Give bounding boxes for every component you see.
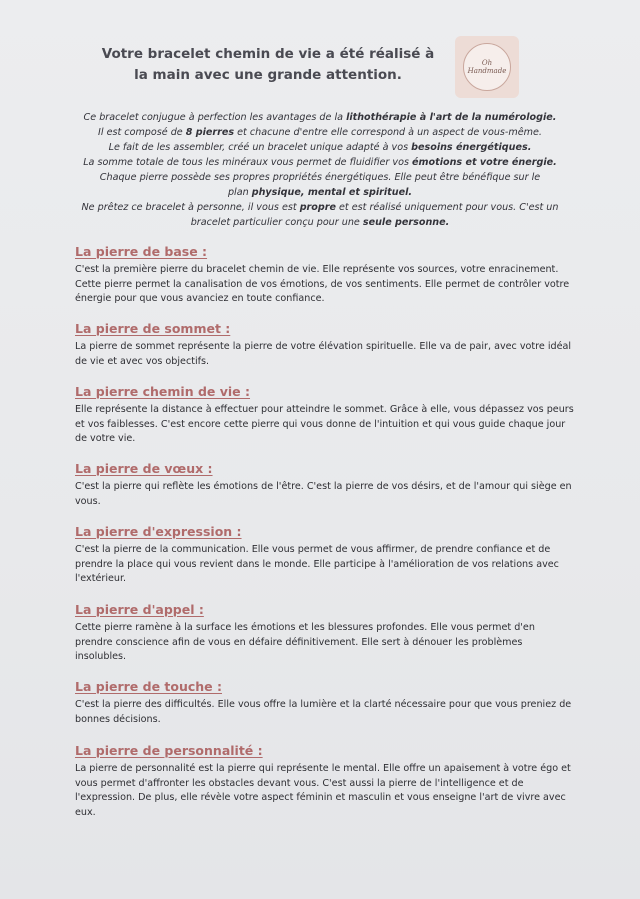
intro-line [70, 140, 570, 155]
logo-seal: Oh Handmade [463, 43, 511, 91]
section-pierre-de-base [75, 245, 575, 307]
section-pierre-de-personnalite [75, 744, 575, 820]
intro-text: Ne prêtez ce bracelet à personne, il vous est [81, 202, 300, 213]
intro-text: Le fait de les assembler, créé un bracelet unique adapté à vos [108, 142, 412, 153]
section-heading: La pierre de sommet : [75, 321, 231, 336]
intro-emphasis: propre [299, 202, 336, 213]
intro-line [70, 170, 570, 185]
section-text: C'est la pierre des difficultés. Elle vous offre la lumière et la clarté nécessaire pour que vous preniez de bonnes décisions. [75, 699, 572, 725]
intro-text: Ce bracelet conjugue à perfection les avantages de la [83, 112, 347, 123]
intro-line [70, 110, 570, 125]
section-text: La pierre de personnalité est la pierre qui représente le mental. Elle offre un apaisement à votre égo et vous permet d'affronter les obstacles devant vous. C'est aussi la pierre de l'intelligence et de l'expression. De plus, elle révèle votre aspect féminin et masculin et vous enseigne l'art de vivre avec eux. [75, 763, 571, 818]
intro-line [70, 125, 570, 140]
intro-line [70, 200, 570, 215]
section-heading: La pierre chemin de vie : [75, 384, 251, 399]
section-pierre-de-sommet [75, 322, 575, 369]
intro-text: La somme totale de tous les minéraux vous permet de fluidifier vos [83, 157, 413, 168]
section-pierre-chemin-de-vie [75, 385, 575, 447]
intro-text: et est réalisé uniquement pour vous. C'est un [335, 202, 559, 213]
section-pierre-d-expression [75, 525, 575, 587]
handmade-logo-icon [455, 36, 519, 98]
section-text: C'est la pierre qui reflète les émotions de l'être. C'est la pierre de vos désirs, et de l'amour qui siège en vous. [75, 481, 572, 507]
section-text: C'est la première pierre du bracelet chemin de vie. Elle représente vos sources, votre enracinement. Cette pierre permet la canalisation de vos émotions, de vos sentiments. Elle permet de contrôler votre énergie pour que vous avanciez en toute confiance. [75, 264, 570, 304]
section-heading: La pierre d'appel : [75, 602, 204, 617]
section-text: La pierre de sommet représente la pierre de votre élévation spirituelle. Elle va de pair, avec votre idéal de vie et avec vos objectifs. [75, 341, 572, 367]
section-pierre-d-appel [75, 603, 575, 665]
section-heading: La pierre de personnalité : [75, 743, 263, 758]
intro-paragraph [70, 110, 570, 230]
section-pierre-de-voeux [75, 462, 575, 509]
section-heading: La pierre d'expression : [75, 524, 242, 539]
intro-emphasis: besoins énergétiques. [411, 142, 532, 153]
section-pierre-de-touche [75, 680, 575, 727]
intro-emphasis: 8 pierres [185, 127, 235, 138]
intro-text: Chaque pierre possède ses propres propriétés énergétiques. Elle peut être bénéfique sur le [99, 172, 541, 183]
section-heading: La pierre de vœux : [75, 461, 213, 476]
intro-emphasis: seule personne. [362, 217, 450, 228]
section-text: Elle représente la distance à effectuer pour atteindre le sommet. Grâce à elle, vous dépassez vos peurs et vos faiblesses. C'est encore cette pierre qui vous donne de l'intuition et qui vous guide chaque jour de votre vie. [75, 404, 574, 444]
intro-text: Il est composé de [98, 127, 186, 138]
intro-emphasis: émotions et votre énergie. [412, 157, 557, 168]
section-heading: La pierre de base : [75, 244, 208, 259]
page-title: Votre bracelet chemin de vie a été réalisé à la main avec une grande attention. [101, 46, 435, 83]
intro-line [70, 155, 570, 170]
intro-text: plan [227, 187, 252, 198]
section-text: Cette pierre ramène à la surface les émotions et les blessures profondes. Elle vous permet d'en prendre conscience afin de vous en défaire définitivement. Elle sert à dénouer les problèmes insolubles. [75, 622, 535, 662]
intro-line [70, 215, 570, 230]
section-text: C'est la pierre de la communication. Elle vous permet de vous affirmer, de prendre confiance et de prendre la place qui vous revient dans le monde. Elle participe à l'amélioration de vos relations avec l'extérieur. [75, 544, 559, 584]
intro-text: et chacune d'entre elle correspond à un aspect de vous-même. [234, 127, 542, 138]
intro-line [70, 185, 570, 200]
intro-text: bracelet particulier conçu pour une [190, 217, 363, 228]
intro-emphasis: lithothérapie à l'art de la numérologie. [346, 112, 557, 123]
intro-emphasis: physique, mental et spirituel. [251, 187, 413, 198]
section-heading: La pierre de touche : [75, 679, 222, 694]
